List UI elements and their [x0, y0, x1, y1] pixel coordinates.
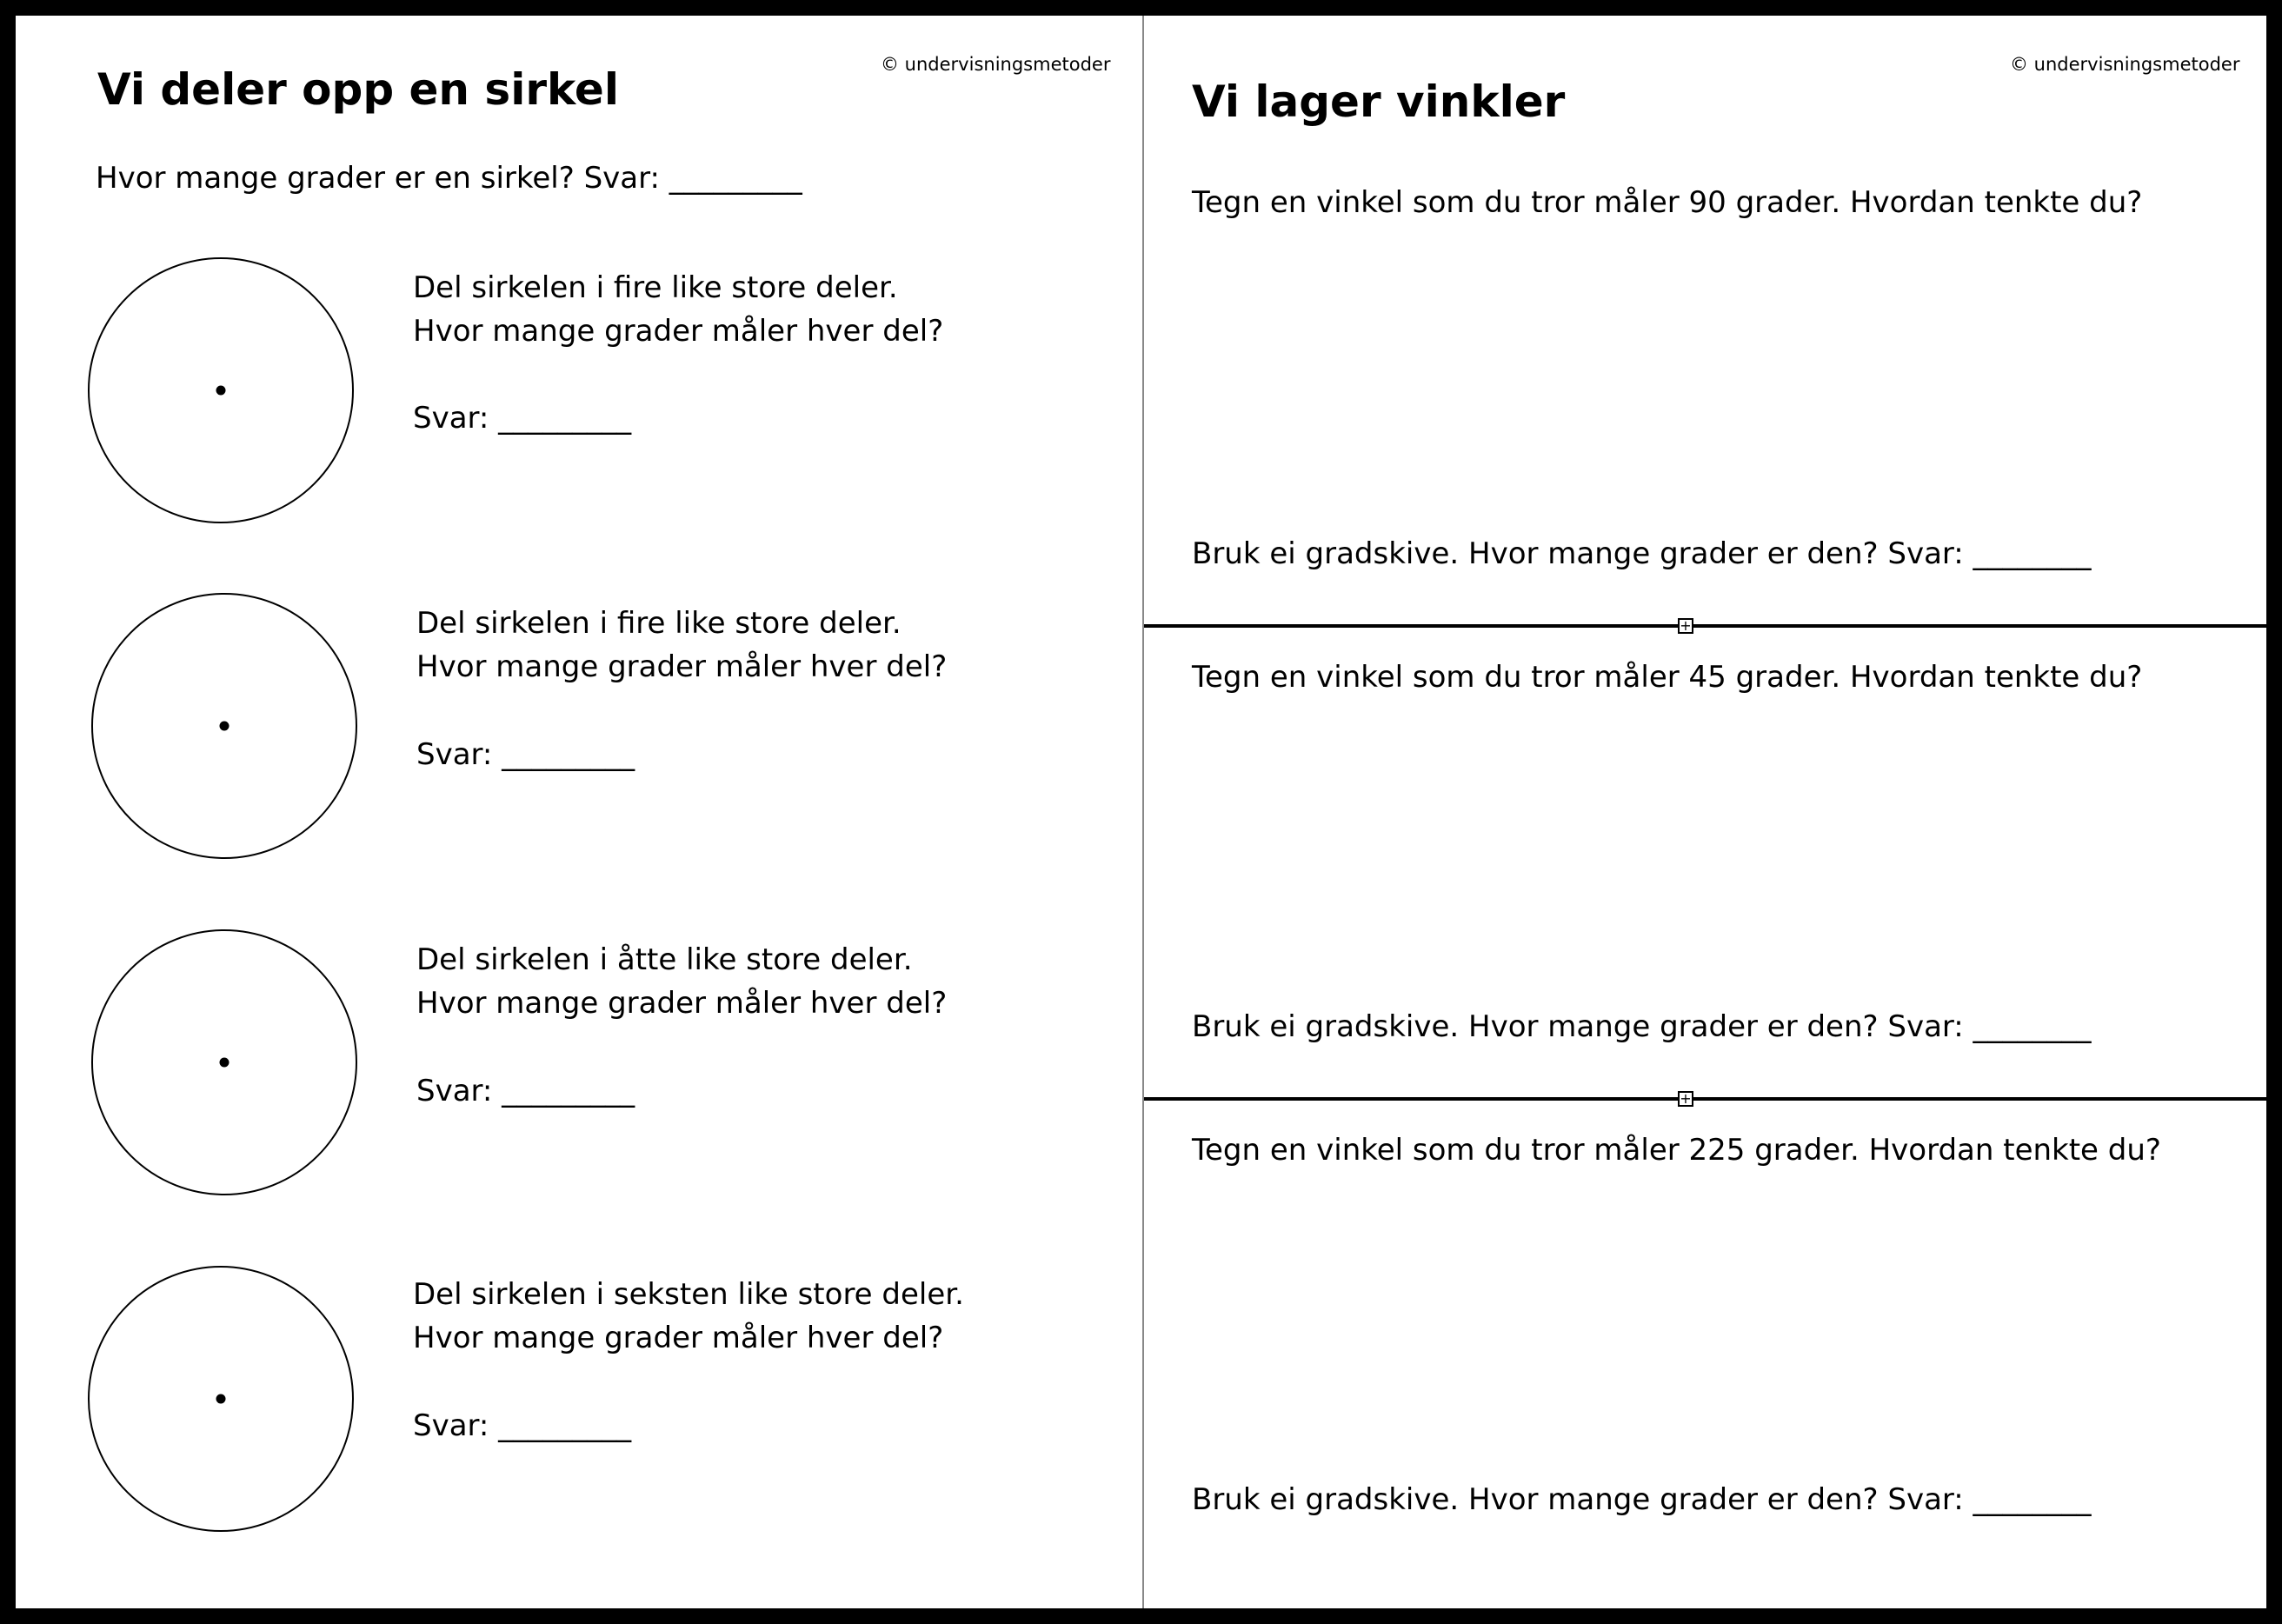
table-move-handle-icon[interactable]: + [1678, 1091, 1693, 1107]
table-move-handle-icon[interactable]: + [1678, 618, 1693, 634]
section-divider [1144, 624, 2266, 628]
task-3-answer: Svar: _________ [416, 1074, 635, 1108]
task-3-line1: Del sirkelen i åtte like store deler. [416, 942, 913, 977]
task-2-line1: Del sirkelen i fire like store deler. [416, 606, 901, 641]
section-divider [1144, 1097, 2266, 1101]
circle-4 [88, 1266, 354, 1532]
task-4-line1: Del sirkelen i seksten like store deler. [413, 1277, 964, 1312]
angle-task-2-prompt: Tegn en vinkel som du tror måler 45 grader. Hvordan tenkte du? [1192, 660, 2143, 695]
angle-task-3-measure: Bruk ei gradskive. Hvor mange grader er den? Svar: ________ [1192, 1482, 2092, 1517]
copyright-right: © undervisningsmetoder [2010, 54, 2240, 75]
angle-task-3-prompt: Tegn en vinkel som du tror måler 225 grader. Hvordan tenkte du? [1192, 1133, 2161, 1168]
center-dot [216, 1394, 226, 1404]
task-1-line1: Del sirkelen i fire like store deler. [413, 270, 898, 305]
center-dot [216, 386, 226, 396]
angle-task-1-measure: Bruk ei gradskive. Hvor mange grader er den? Svar: ________ [1192, 536, 2092, 571]
task-2-answer: Svar: _________ [416, 737, 635, 772]
center-dot [220, 1058, 230, 1068]
task-4-line2: Hvor mange grader måler hver del? [413, 1321, 944, 1355]
circle-3 [91, 929, 357, 1195]
intro-question: Hvor mange grader er en sirkel? Svar: _________ [96, 161, 802, 196]
task-4-answer: Svar: _________ [413, 1408, 632, 1443]
center-dot [220, 722, 230, 731]
task-3-line2: Hvor mange grader måler hver del? [416, 986, 948, 1021]
page-title-right: Vi lager vinkler [1192, 77, 1566, 127]
task-1-line2: Hvor mange grader måler hver del? [413, 314, 944, 349]
circle-1 [88, 257, 354, 523]
task-2-line2: Hvor mange grader måler hver del? [416, 649, 948, 684]
angle-task-2-measure: Bruk ei gradskive. Hvor mange grader er den? Svar: ________ [1192, 1009, 2092, 1044]
angle-task-1-prompt: Tegn en vinkel som du tror måler 90 grader. Hvordan tenkte du? [1192, 185, 2143, 220]
copyright-left: © undervisningsmetoder [881, 54, 1111, 75]
page-title-left: Vi deler opp en sirkel [97, 64, 619, 115]
worksheet-page [16, 16, 2266, 1608]
circle-2 [91, 593, 357, 859]
page-divider [1142, 16, 1144, 1608]
task-1-answer: Svar: _________ [413, 401, 632, 436]
